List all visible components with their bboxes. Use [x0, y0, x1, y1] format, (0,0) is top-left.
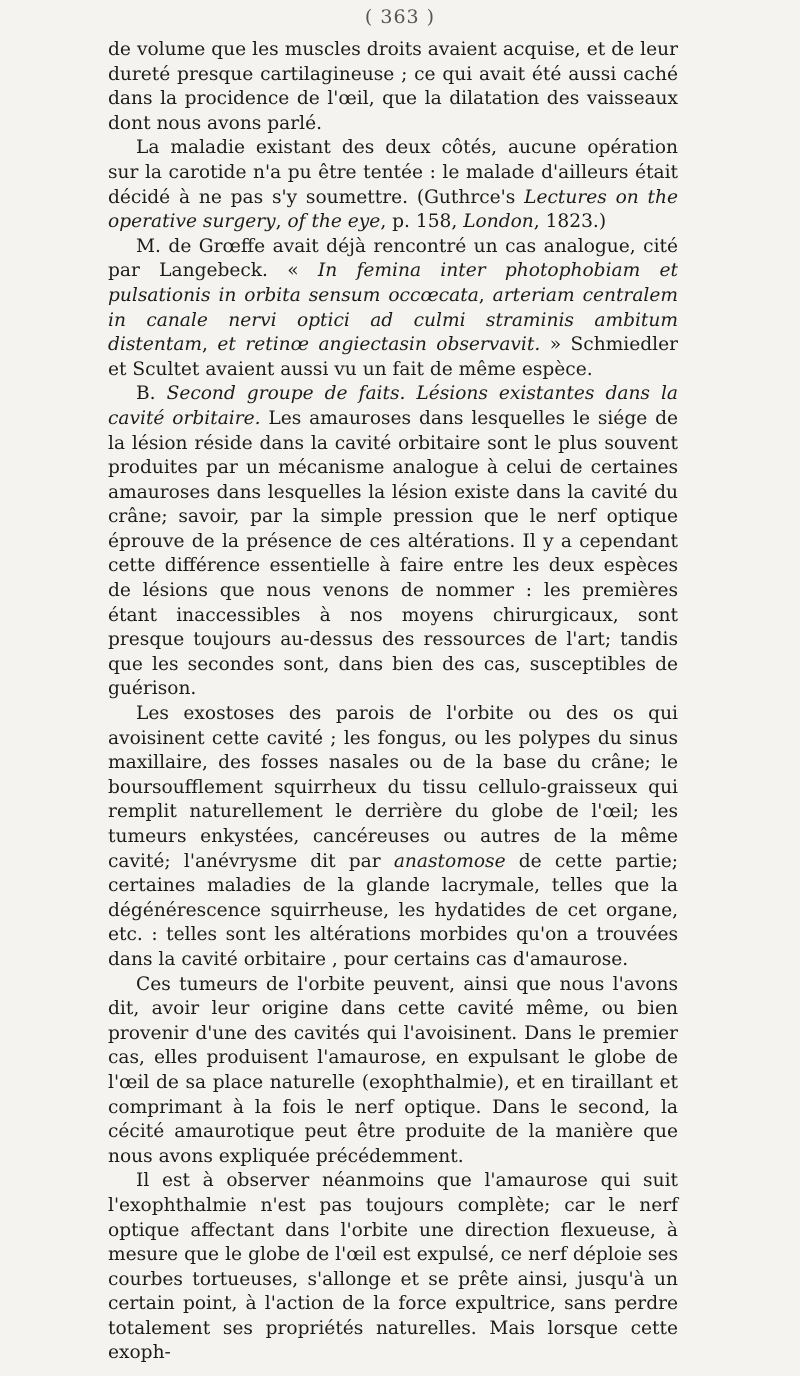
text-segment: M. de Grœffe avait déjà rencontré un cas analogue, cité par Langebeck. «: [108, 235, 678, 282]
italic-text: Second groupe de faits. Lésions existantes dans la cavité orbitaire.: [108, 383, 678, 429]
paragraph: [108, 1169, 678, 1366]
italic-text: et retinœ angiectasin observavit.: [217, 334, 541, 356]
paragraph: [108, 38, 678, 136]
text-segment: Les exostoses des parois de l'orbite ou des os qui avoisinent cette cavité ; les fongus, ou les polypes du sinus maxillaire, des fosses nasales ou de la base du crâne; le boursoufflement squirrheux du tissu cellulo-graisseux qui remplit naturellement le derrière du globe de l'œil; les tumeurs enkystées, cancéreuses ou autres de la même cavité; l'anévrysme dit par: [108, 703, 678, 872]
italic-text: of the eye: [287, 211, 381, 233]
italic-text: anastomose: [393, 850, 506, 872]
paragraph: [108, 235, 678, 383]
page-number: ( 363 ): [364, 6, 436, 28]
text-segment: » Schmiedler et Scultet avaient aussi vu un fait de même espèce.: [108, 334, 678, 380]
paragraph: [108, 702, 678, 973]
italic-text: arteriam centralem in canale nervi optici ad culmi straminis ambitum distentam: [108, 284, 678, 356]
italic-text: In femina inter photophobiam et pulsationis in orbita sensum occœcata: [108, 260, 679, 306]
text-segment: de volume que les muscles droits avaient acquise, et de leur dureté presque cartilagineuse ; ce qui avait été aussi caché dans la procidence de l'œil, que la dilatation des vaisseaux dont nous avons parlé.: [108, 39, 678, 134]
text-segment: de cette partie; certaines maladies de la glande lacrymale, telles que la dégénérescence squirrheuse, les hydatides de cet organe, etc. : telles sont les altérations morbides qu'on a trouvées dans la cavité orbitaire , pour certains cas d'amaurose.: [108, 850, 678, 970]
text-segment: , p. 158,: [380, 211, 464, 233]
paragraph: [108, 136, 678, 234]
italic-text: London: [463, 211, 534, 233]
text-segment: La maladie existant des deux côtés, aucune opération sur la carotide n'a pu être tentée : le malade d'ailleurs était décidé à ne pas s'y soumettre. (Guthrce's: [108, 137, 678, 208]
text-segment: B.: [136, 383, 167, 405]
paragraph: [108, 382, 678, 702]
body-text: [108, 38, 678, 1366]
text-segment: ,: [202, 334, 218, 356]
text-segment: ,: [275, 211, 288, 233]
text-segment: , 1823.): [533, 211, 607, 233]
italic-text: Lectures on the operative surgery: [108, 186, 678, 233]
paragraph: [108, 973, 678, 1170]
text-segment: Les amauroses dans lesquelles le siége de la lésion réside dans la cavité orbitaire sont le plus souvent produites par un mécanisme analogue à celui de certaines amauroses dans lesquelles la lésion existe dans la cavité du crâne; savoir, par la simple pression que le nerf optique éprouve de la présence de ces altérations. Il y a cependant cette différence essentielle à faire entre les deux espèces de lésions que nous venons de nommer : les premières étant inaccessibles à nos moyens chirurgicaux, sont presque toujours au-dessus des ressources de l'art; tandis que les secondes sont, dans bien des cas, susceptibles de guérison.: [108, 407, 678, 700]
text-segment: Il est à observer néanmoins que l'amaurose qui suit l'exophthalmie n'est pas toujours complète; car le nerf optique affectant dans l'orbite une direction flexueuse, à mesure que le globe de l'œil est expulsé, ce nerf déploie ses courbes tortueuses, s'allonge et se prête ainsi, jusqu'à un certain point, à l'action de la force expultrice, sans perdre totalement ses propriétés naturelles. Mais lorsque cette exoph-: [108, 1170, 678, 1364]
text-segment: Ces tumeurs de l'orbite peuvent, ainsi que nous l'avons dit, avoir leur origine dans cette cavité même, ou bien provenir d'une des cavités qui l'avoisinent. Dans le premier cas, elles produisent l'amaurose, en expulsant le globe de l'œil de sa place naturelle (exophthalmie), et en tiraillant et comprimant à la fois le nerf optique. Dans le second, la cécité amaurotique peut être produite de la manière que nous avons expliquée précédemment.: [108, 973, 678, 1167]
text-segment: ,: [478, 284, 493, 306]
